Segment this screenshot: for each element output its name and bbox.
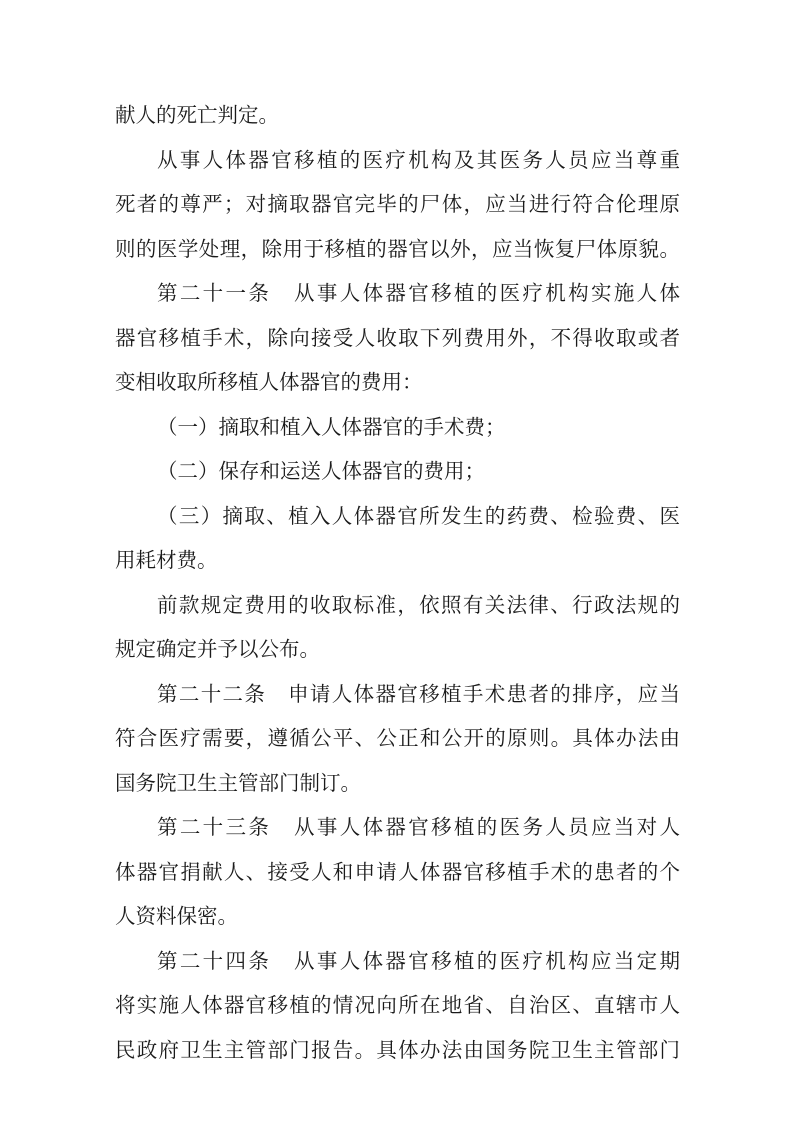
text-line: 第二十三条 从事人体器官移植的医务人员应当对人 bbox=[157, 815, 680, 839]
text-line: 前款规定费用的收取标准，依照有关法律、行政法规的 bbox=[157, 593, 680, 617]
text-line: 用耗材费。 bbox=[115, 548, 218, 572]
text-line: 体器官捐献人、接受人和申请人体器官移植手术的患者的个 bbox=[115, 860, 680, 884]
text-line: 献人的死亡判定。 bbox=[115, 103, 279, 127]
text-line: （二）保存和运送人体器官的费用； bbox=[157, 459, 485, 483]
text-line: 器官移植手术，除向接受人收取下列费用外，不得收取或者 bbox=[115, 326, 680, 350]
text-line: 民政府卫生主管部门报告。具体办法由国务院卫生主管部门 bbox=[115, 1038, 680, 1062]
text-line: 第二十一条 从事人体器官移植的医疗机构实施人体 bbox=[157, 281, 680, 305]
text-line: 第二十二条 申请人体器官移植手术患者的排序，应当 bbox=[157, 682, 680, 706]
text-line: 从事人体器官移植的医疗机构及其医务人员应当尊重 bbox=[157, 148, 680, 172]
text-line: 将实施人体器官移植的情况向所在地省、自治区、直辖市人 bbox=[115, 993, 680, 1017]
text-line: （一）摘取和植入人体器官的手术费； bbox=[157, 415, 506, 439]
text-line: 第二十四条 从事人体器官移植的医疗机构应当定期 bbox=[157, 949, 680, 973]
text-line: （三）摘取、植入人体器官所发生的药费、检验费、医 bbox=[157, 504, 680, 528]
text-line: 规定确定并予以公布。 bbox=[115, 637, 320, 661]
text-line: 国务院卫生主管部门制订。 bbox=[115, 771, 361, 795]
text-line: 则的医学处理，除用于移植的器官以外，应当恢复尸体原貌。 bbox=[115, 237, 680, 261]
text-line: 人资料保密。 bbox=[115, 904, 238, 928]
text-line: 死者的尊严；对摘取器官完毕的尸体，应当进行符合伦理原 bbox=[115, 192, 680, 216]
text-line: 变相收取所移植人体器官的费用： bbox=[115, 370, 423, 394]
text-line: 符合医疗需要，遵循公平、公正和公开的原则。具体办法由 bbox=[115, 726, 680, 750]
